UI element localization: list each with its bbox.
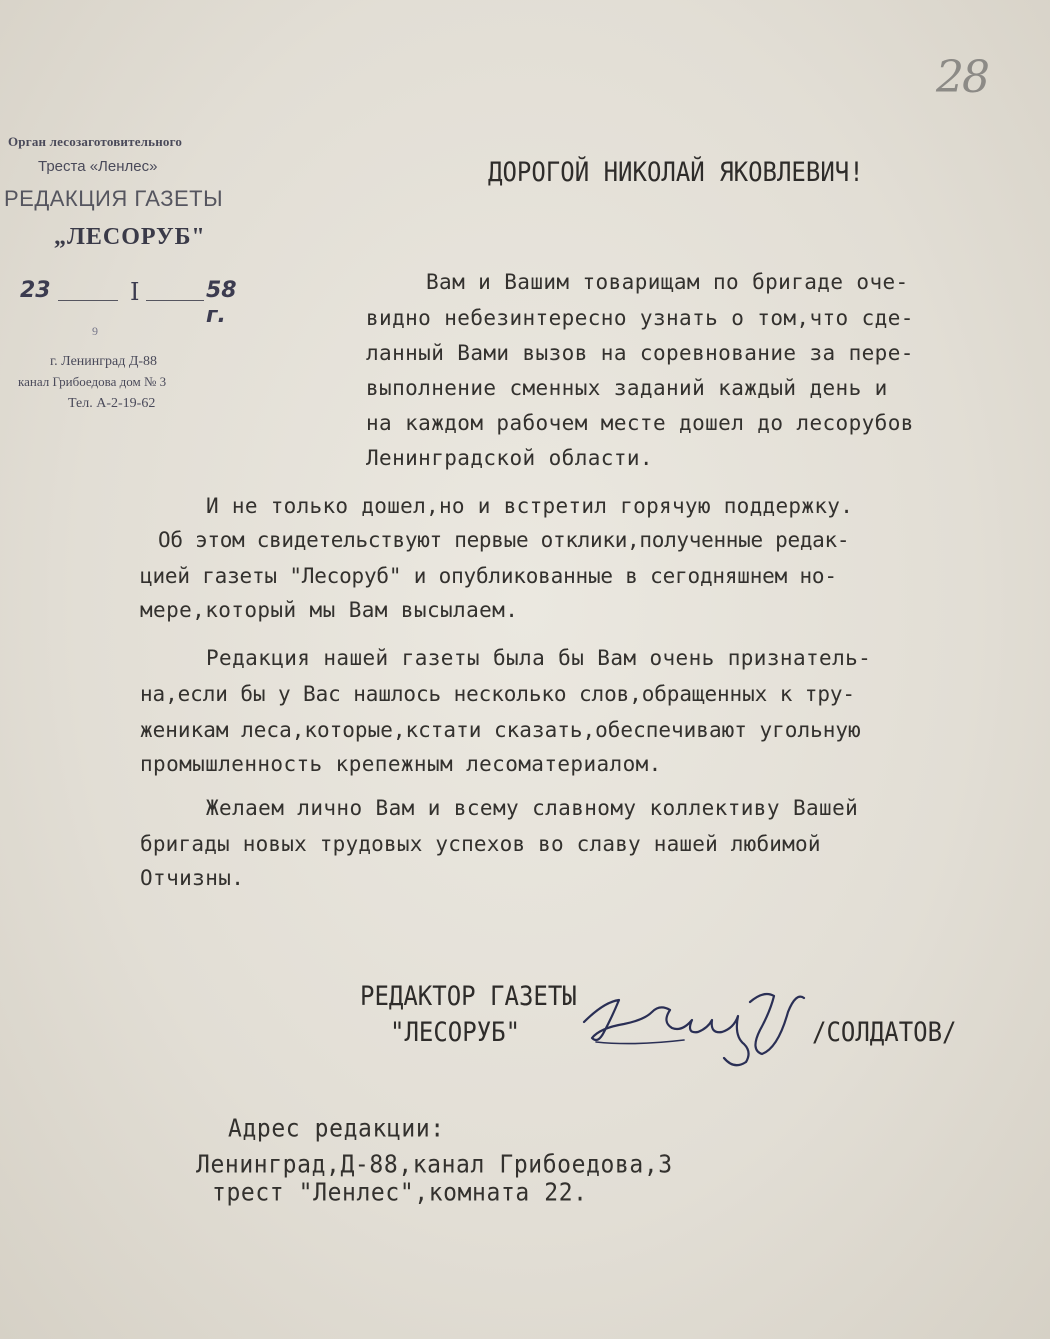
letter-line: промышленность крепежным лесоматериалом. [140,752,662,776]
handwritten-signature-icon [574,972,814,1072]
letter-line: ланный Вами вызов на соревнование за пере- [366,341,914,365]
address-line: трест "Ленлес",комната 22. [212,1178,588,1208]
letter-greeting: ДОРОГОЙ НИКОЛАЙ ЯКОВЛЕВИЧ! [488,156,864,188]
letter-line: женикам леса,которые,кстати сказать,обеспечивают угольную [140,718,861,742]
date-underline [58,300,118,301]
stamp-canal-line: канал Грибоедова дом № 3 [18,374,167,389]
letter-line: на,если бы у Вас нашлось несколько слов,обращенных к тру- [140,682,855,706]
letter-line: на каждом рабочем месте дошел до лесорубов [366,411,914,435]
stamp-redaction-line: РЕДАКЦИЯ ГАЗЕТЫ [4,186,224,211]
letter-line: Вам и Вашим товарищам по бригаде оче- [426,270,909,294]
page-number: 28 [936,52,988,103]
signature-paper-name: "ЛЕСОРУБ" [390,1016,521,1048]
letter-line: цией газеты "Лесоруб" и опубликованные в сегодняшнем но- [140,564,837,588]
stamp-date-day: 23 [20,278,51,303]
stamp-trest-line: Треста «Ленлес» [38,158,158,175]
stamp-newspaper-name: „ЛЕСОРУБ" [54,224,206,250]
letter-line: Желаем лично Вам и всему славному коллективу Вашей [206,796,859,820]
letter-line: выполнение сменных заданий каждый день и [366,376,888,400]
letter-line: Ленинградской области. [366,446,653,470]
letter-line: бригады новых трудовых успехов во славу нашей любимой [140,832,821,856]
stamp-date-year: 58 г. [206,278,237,328]
stamp-date-line [18,278,254,328]
signature-title: РЕДАКТОР ГАЗЕТЫ [360,980,577,1012]
signature-name: /СОЛДАТОВ/ [812,1016,957,1048]
address-line: Ленинград,Д-88,канал Грибоедова,3 [196,1150,673,1180]
stamp-date-month: I [130,278,140,306]
date-underline [146,300,204,301]
stamp-organ-line: Орган лесозаготовительного [8,134,183,149]
stamp-number-mark: 9 [92,324,98,338]
letter-line: мере,который мы Вам высылаем. [140,598,519,622]
letter-line: видно небезинтересно узнать о том,что сде- [366,306,914,330]
address-heading: Адрес редакции: [228,1114,445,1144]
stamp-phone-line: Тел. А-2-19-62 [68,396,156,411]
letter-line: Об этом свидетельствуют первые отклики,полученные редак- [158,528,850,552]
stamp-city-line: г. Ленинград Д-88 [50,354,158,369]
letter-line: Редакция нашей газеты была бы Вам очень признатель- [206,646,872,670]
letter-line: И не только дошел,но и встретил горячую поддержку. [206,494,854,518]
letter-line: Отчизны. [140,866,245,890]
